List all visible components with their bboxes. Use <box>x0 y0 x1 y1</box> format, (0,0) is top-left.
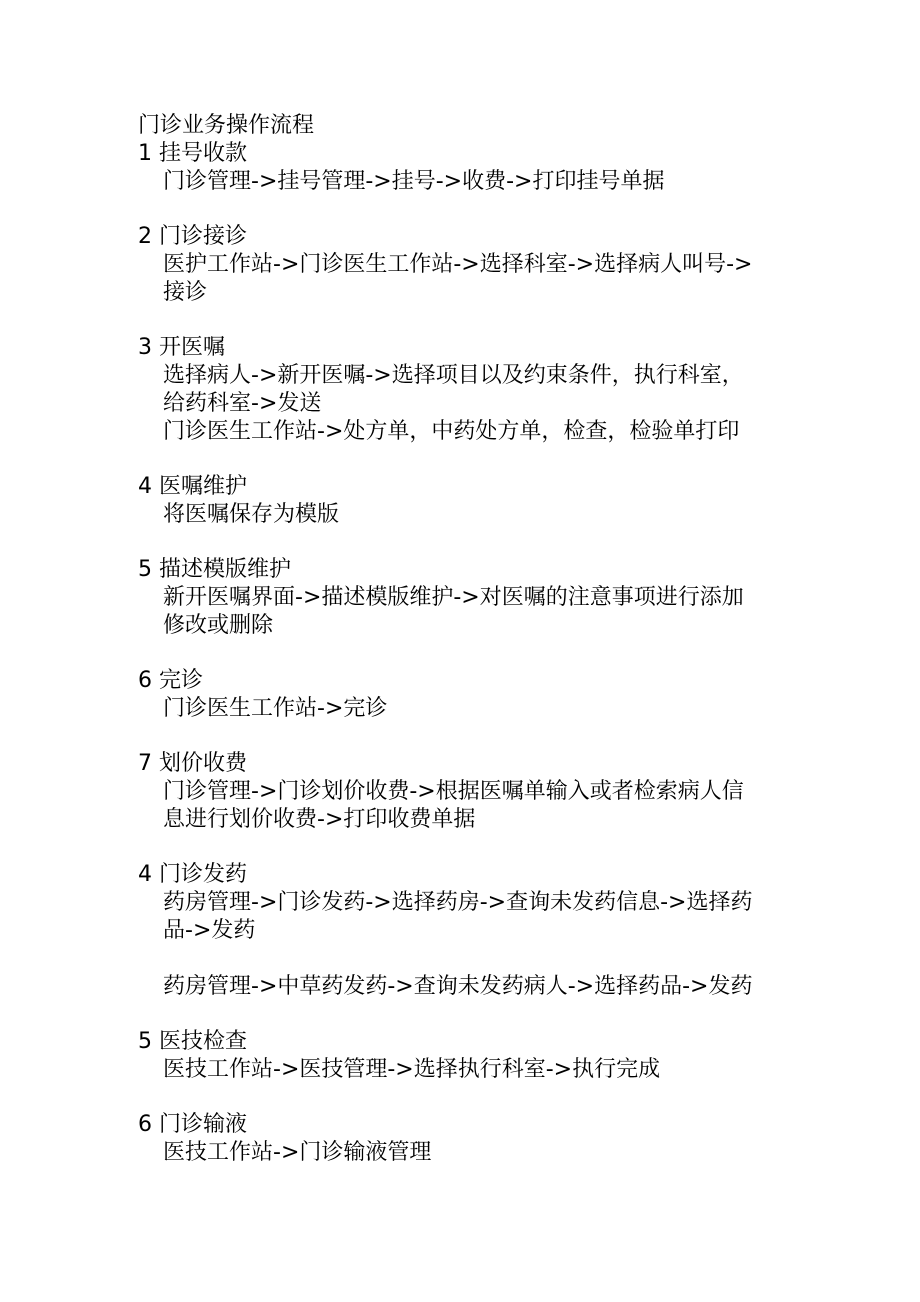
section-line: 医技工作站->医技管理->选择执行科室->执行完成 <box>163 1057 661 1082</box>
section-heading: 7 划价收费 <box>138 751 247 776</box>
section-heading: 3 开医嘱 <box>138 335 225 360</box>
section-line: 息进行划价收费->打印收费单据 <box>163 807 476 832</box>
section-line: 品->发药 <box>163 918 256 943</box>
section-line: 将医嘱保存为模版 <box>163 502 340 527</box>
section-line: 新开医嘱界面->描述模版维护->对医嘱的注意事项进行添加 <box>163 585 744 610</box>
section-pricing-charge <box>138 750 798 834</box>
section-line: 药房管理->门诊发药->选择药房->查询未发药信息->选择药 <box>163 890 753 915</box>
section-heading: 1 挂号收款 <box>138 141 247 166</box>
section-outpatient-reception <box>138 223 798 307</box>
section-registration <box>138 140 798 196</box>
section-line: 选择病人->新开医嘱->选择项目以及约束条件，执行科室， <box>163 363 744 388</box>
document-body <box>138 112 798 1194</box>
section-infusion <box>138 1111 798 1167</box>
section-line: 医护工作站->门诊医生工作站->选择科室->选择病人叫号-> <box>163 252 753 277</box>
section-order-maintenance <box>138 473 798 529</box>
section-line: 门诊医生工作站->完诊 <box>163 696 388 721</box>
section-line: 药房管理->中草药发药->查询未发药病人->选择药品->发药 <box>163 974 753 999</box>
section-medical-tech-exam <box>138 1028 798 1084</box>
section-template-maintenance <box>138 556 798 640</box>
section-prescribe <box>138 334 798 446</box>
section-dispense-medicine <box>138 861 798 1001</box>
blank-line <box>138 945 798 973</box>
section-heading: 5 医技检查 <box>138 1029 247 1054</box>
section-line: 门诊管理->门诊划价收费->根据医嘱单输入或者检索病人信 <box>163 779 744 804</box>
section-heading: 2 门诊接诊 <box>138 224 247 249</box>
section-heading: 4 医嘱维护 <box>138 474 247 499</box>
document-title: 门诊业务操作流程 <box>138 113 315 138</box>
section-heading: 4 门诊发药 <box>138 862 247 887</box>
section-heading: 6 门诊输液 <box>138 1112 247 1137</box>
section-line: 门诊医生工作站->处方单，中药处方单，检查，检验单打印 <box>163 419 740 444</box>
section-heading: 5 描述模版维护 <box>138 557 291 582</box>
section-line: 修改或删除 <box>163 613 274 638</box>
section-complete-visit <box>138 667 798 723</box>
section-line: 接诊 <box>163 280 208 305</box>
section-line: 医技工作站->门诊输液管理 <box>163 1140 432 1165</box>
section-line: 给药科室->发送 <box>163 391 322 416</box>
section-line: 门诊管理->挂号管理->挂号->收费->打印挂号单据 <box>163 169 665 194</box>
section-heading: 6 完诊 <box>138 668 203 693</box>
